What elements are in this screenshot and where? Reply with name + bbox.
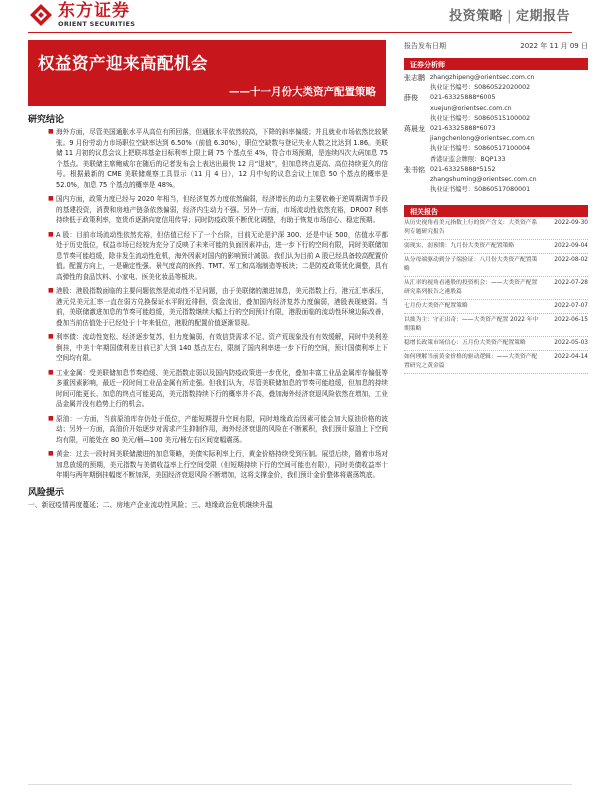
related-report-item[interactable] bbox=[404, 277, 588, 300]
logo-english: ORIENT SECURITIES bbox=[58, 20, 136, 28]
analyst-entry bbox=[404, 124, 588, 165]
conclusion-bullet bbox=[28, 286, 390, 328]
risk-title: 风险提示 bbox=[28, 487, 65, 498]
related-report-item[interactable] bbox=[404, 314, 588, 337]
bullet-square-icon: ■ bbox=[48, 128, 54, 135]
logo-chinese: 东方证券 bbox=[58, 1, 130, 21]
logo-mark-icon bbox=[28, 2, 54, 28]
analyst-entry bbox=[404, 73, 588, 93]
related-report-date: 2022-09-30 bbox=[554, 220, 588, 227]
related-report-title: 以拙为主：守正出奇：——大类资产配置 2022 年中期策略 bbox=[404, 317, 539, 333]
main-content bbox=[28, 112, 390, 510]
related-report-date: 2022-08-02 bbox=[554, 257, 588, 264]
report-title: 权益资产迎来高配机会 bbox=[38, 54, 208, 73]
bullet-text: A 股：目前市场流动性依然充裕，但估值已经下了一个台阶，目前无论是沪深 300、还是中证 500，估值水平都处于历史低位，权益市场已经较为充分了反映了未来可能的负面因素冲击，进一步下行的空间有限，同时美联储加息节奏可能趋缓，除非发生流动性危机，海外因素对国内的影响预计减弱。我们认为目前 A 股已经具备较高配置价值。配置方向上，一是确定性强、景气度高的医药、TMT、军工和高端制造等板块；二是防疫政策优化调整，具有高弹性的食品饮料、小家电、医美化妆品等板块。 bbox=[56, 230, 388, 281]
analysts-heading: 证券分析师 bbox=[404, 58, 588, 70]
publish-date-value: 2022 年 11 月 09 日 bbox=[520, 42, 588, 50]
analyst-entry bbox=[404, 93, 588, 124]
bullet-text: 海外方面，尽管美国通胀水平从高位有所回落，但通胀水平依然较高，下降的斜率偏缓；并且就业市场依然比较紧张。9 月份劳动力市场职位空缺率达到 6.50%（前值 6.30%），职位空缺数与登记失业人数之比达到 1.86。美联储 11 月初的议息会议上把联邦基金目标利率上限上调 75 个基点至 4%，符合市场预期，是连续四次大码加息 75 个基点。美联储主席鲍威尔在随后的记者发布会上表达出最快 12 月“退坡”，但加息终点更高、高位持续更久的信号。根据最新的 CME 美联储观察工具显示（11 月 4 日），12 月中旬的议息会议上加息 50 个基点的概率是 52.0%，加息 75 个基点的概率是 48%。 bbox=[56, 128, 388, 189]
analyst-contact-line: 执业证书编号：S0860522020002 bbox=[430, 84, 531, 92]
related-report-item[interactable] bbox=[404, 254, 588, 277]
related-report-title: 弱现实，弱预期：九月份大类资产配置策略 bbox=[404, 243, 515, 250]
analyst-name: 薛俊 bbox=[404, 94, 418, 103]
conclusion-bullet bbox=[28, 230, 390, 283]
related-report-title: 从汇率的视角看港股的投资机会：——大类资产配置研究系列报告之港股篇 bbox=[404, 280, 538, 296]
document-type: 投资策略 | 定期报告 bbox=[449, 9, 570, 24]
related-report-title: 稳增长政策市场信心：五月份大类资产配置策略 bbox=[404, 340, 526, 347]
related-report-item[interactable] bbox=[404, 351, 588, 374]
bullet-square-icon: ■ bbox=[48, 195, 54, 202]
section-title: 研究结论 bbox=[28, 115, 65, 125]
doc-type-category: 投资策略 bbox=[449, 9, 504, 24]
related-report-item[interactable] bbox=[404, 300, 588, 314]
related-report-title: 如何理解当前黄金价格的驱动逻辑：——大类资产配置研究之黄金篇 bbox=[404, 354, 538, 370]
analyst-entry bbox=[404, 165, 588, 196]
footer-divider bbox=[28, 784, 572, 785]
related-report-date: 2022-06-15 bbox=[554, 317, 588, 324]
analyst-name: 蒋晨龙 bbox=[404, 125, 425, 134]
related-report-date: 2022-07-07 bbox=[554, 303, 588, 310]
related-report-title: 七月份大类资产配置策略 bbox=[404, 303, 468, 310]
bullet-square-icon: ■ bbox=[48, 230, 54, 238]
report-subtitle: ——十一月份大类资产配置策略 bbox=[229, 86, 376, 98]
analyst-contact-line: 021-63325888*5152 bbox=[430, 165, 496, 173]
analyst-contact-line: 香港证监会牌照：BQP133 bbox=[430, 155, 506, 163]
related-report-date: 2022-05-03 bbox=[554, 340, 588, 347]
related-report-date: 2022-04-14 bbox=[554, 354, 588, 361]
conclusion-bullet bbox=[28, 332, 390, 364]
bullet-text: 利率债：流动性宽松、经济逐步复苏，但力度偏弱，有效信贷需求不足、资产荒现象没有有效缓解，同时中美利差倒挂，中美十年期国债利差目前已扩大到 140 基点左右，限制了国内利率进一步下行的空间，预计国债利率上下空间均有限。 bbox=[56, 333, 388, 362]
conclusion-bullet bbox=[28, 194, 390, 226]
sidebar bbox=[404, 40, 588, 374]
analyst-contact-line: 执业证书编号：S0860515100002 bbox=[430, 114, 531, 122]
bullet-square-icon: ■ bbox=[48, 414, 54, 422]
page-header bbox=[0, 0, 600, 36]
bullet-text: 原油：一方面，当前原油库存仍处于低位，产能短期提升空间有限，同时地缘政治因素可能会加大原油价格的波动；另外一方面，高油价开始逐步对需求产生抑制作用，海外经济衰退的风险在不断累积，我们预计原油上下空间均有限，可能处在 80 美元/桶—100 美元/桶左右区间宽幅震荡。 bbox=[56, 414, 388, 444]
publish-date-label: 报告发布日期 bbox=[404, 42, 446, 50]
related-report-item[interactable] bbox=[404, 217, 588, 240]
conclusion-bullet bbox=[28, 368, 390, 410]
analyst-name: 张志鹏 bbox=[404, 74, 425, 82]
analyst-contact-line: xuejun@orientsec.com.cn bbox=[430, 104, 512, 112]
analysts-list bbox=[404, 73, 588, 195]
related-reports-list bbox=[404, 217, 588, 374]
related-report-date: 2022-09-04 bbox=[554, 243, 588, 250]
doc-type-report: 定期报告 bbox=[515, 9, 570, 24]
related-report-item[interactable] bbox=[404, 337, 588, 351]
bullet-text: 港股：港股指数面临的主要问题依然是流动性不足问题，由于美联储的激进加息，美元指数上行，港元汇率承压，港元兑美元汇率一直在弱方兑换保证水平附近徘徊，资金流出，叠加国内经济复苏力度偏弱，港股表现疲弱。当前，美联储激进加息的节奏可能趋缓，美元指数继续大幅上行的空间预计有限，港股面临的流动性环境边际改善，叠加当前估值处于已经处于十年来低位，港股的配置价值逐渐显现。 bbox=[56, 287, 388, 327]
risk-text: 一、新冠疫情再度蔓延；二、房地产企业流动性风险；三、地缘政治危机继续升温 bbox=[28, 500, 273, 509]
related-report-title: 从历史视角看美元指数上行的资产含义：大类资产系列专题研究报告 bbox=[404, 220, 538, 236]
conclusion-bullet bbox=[28, 414, 390, 446]
related-report-item[interactable] bbox=[404, 240, 588, 254]
related-reports-heading: 相关报告 bbox=[404, 205, 588, 217]
analyst-contact-line: 执业证书编号：S0860517100004 bbox=[430, 145, 531, 153]
analyst-contact-line: 021-63325888*6005 bbox=[430, 94, 496, 102]
conclusion-bullet bbox=[28, 449, 390, 481]
bullet-square-icon: ■ bbox=[48, 333, 54, 340]
related-report-date: 2022-07-28 bbox=[554, 280, 588, 287]
publish-date-row bbox=[404, 40, 588, 52]
company-logo bbox=[28, 2, 135, 28]
bullet-text: 黄金：过去一段时间美联储激进的加息策略，美债实际利率上行，黄金价格持续受到压制。展望后续，随着市场对加息放缓的预期，美元指数与美债收益率上行空间受限（但短期持续下行的空间可能也有限），同时美债收益率十年期与两年期倒挂幅度不断加深，美国经济衰退风险不断增加，这将支撑金价，我们预计金价整体将震荡筑底。 bbox=[56, 450, 388, 479]
title-banner bbox=[28, 40, 386, 106]
analyst-contact-line: zhangzhipeng@orientsec.com.cn bbox=[430, 74, 535, 81]
bullet-text: 国内方面，政策力度已经与 2020 年相当，但经济复苏力度依然偏弱，经济增长的动力主要依赖于逆周期调节手段的基建投资，消费和房地产链条依然偏弱，经济内生动力不强。另外一方面，市场流动性依然充裕，DR007 利率持续低于政策利率，宽货币逐渐向宽信用传导；同时防疫政策不断优化调整，有助于恢复市场信心、稳定预期。 bbox=[56, 195, 388, 224]
analyst-name: 张书铭 bbox=[404, 165, 425, 174]
bullet-square-icon: ■ bbox=[48, 287, 54, 294]
analyst-contact-line: 执业证书编号：S0860517080001 bbox=[430, 186, 531, 194]
analyst-contact-line: jiangchenlong@orientsec.com.cn bbox=[430, 135, 535, 143]
analyst-contact-line: 021-63325888*6073 bbox=[430, 125, 496, 133]
analyst-contact-line: zhangshuming@orientsec.com.cn bbox=[430, 176, 537, 184]
bullet-square-icon: ■ bbox=[48, 368, 54, 376]
conclusion-bullet bbox=[28, 127, 390, 190]
conclusion-bullets bbox=[28, 127, 390, 481]
bullet-text: 工业金属：受美联储加息节奏趋缓、美元指数走弱以及国内防疫政策进一步优化，叠加丰富工业品金属库存偏低等多重因素影响，最近一段时间工业品金属有所走强。但我们认为，尽管美联储加息的节奏可能趋缓，但加息的持续时间可能更长、加息的终点可能更高，美元指数持续下行的概率并不高，叠加海外经济衰退风险依然在增加，工业品金属并没有趋势上行的机会。 bbox=[56, 368, 388, 408]
related-report-title: 从分母端驱动到分子端验证：八月份大类资产配置策略 bbox=[404, 257, 538, 273]
header-divider bbox=[28, 32, 572, 33]
bullet-square-icon: ■ bbox=[48, 450, 54, 457]
